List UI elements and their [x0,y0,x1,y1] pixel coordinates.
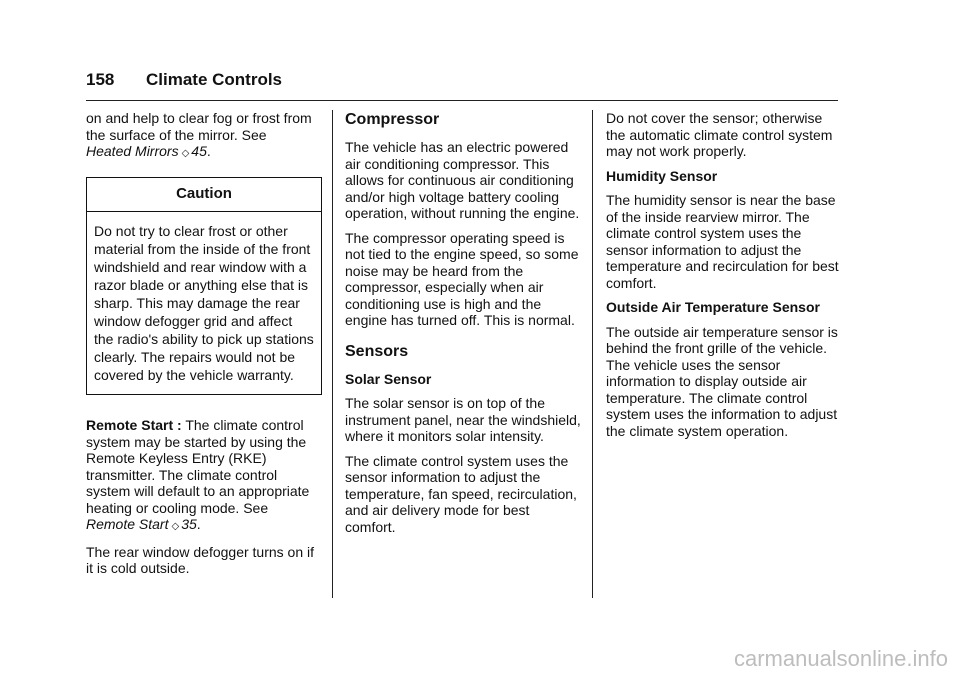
intro-paragraph: on and help to clear fog or frost from the surface of the mirror. See Heated Mirrors ◇ 45. [86,110,312,159]
outside-air-sensor-heading: Outside Air Temperature Sensor [606,299,820,315]
sensors-heading: Sensors [345,342,409,360]
heated-mirrors-page[interactable]: 45 [191,143,207,159]
solar-paragraph-2: The climate control system uses the sensor information to adjust the temperature, fan speed, recirculation, and air delivery mode for best comfort. [345,452,577,535]
column-right [606,110,842,447]
watermark: carmanualsonline.info [733,646,948,671]
caution-body: Do not try to clear frost or other material from the inside of the front windshield and rear window with a razor blade or anything else that is sharp. This may damage the rear window defogger grid and affect the radio's ability to pick up stations clearly. The repairs would not be covered by the vehicle warranty. [94,223,314,383]
chapter-title: Climate Controls [146,70,283,89]
humidity-sensor-heading: Humidity Sensor [606,167,718,184]
solar-paragraph-1: The solar sensor is on top of the instrument panel, near the windshield, where it monitors solar intensity. [345,395,581,444]
outside-air-paragraph: The outside air temperature sensor is behind the front grille of the vehicle. The vehicle uses the sensor information to display outside air temperature. The climate control system uses the information to adjust the climate system operation. [606,323,838,439]
defogger-paragraph: The rear window defogger turns on if it is cold outside. [86,543,315,576]
remote-start-paragraph: Remote Start : The climate control system may be started by using the Remote Keyless Entry (RKE) transmitter. The climate control system will default to an appropriate heating or cooling mode. See Remote Start ◇ 35. [86,417,310,532]
remote-start-link[interactable]: Remote Start [86,516,169,532]
intro-text: on and help to clear fog or frost from the surface of the mirror. See [86,110,312,143]
remote-start-text: The climate control system may be started by using the Remote Keyless Entry (RKE) transmitter. The climate control system will default to an appropriate heating or cooling mode. See [86,417,310,516]
page-header [86,70,838,100]
solar-sensor-heading: Solar Sensor [345,370,432,387]
column-middle [345,110,581,543]
page-ref-arrow-icon: ◇ [171,521,180,532]
remote-start-page[interactable]: 35 [181,516,197,532]
column-left [86,110,322,585]
caution-title: Caution [87,178,321,213]
compressor-paragraph-1: The vehicle has an electric powered air conditioning compressor. This allows for continuous air conditioning and/or high voltage battery cooling operation, without running the engine. [345,139,580,221]
page-number: 158 [86,70,115,89]
humidity-paragraph: The humidity sensor is near the base of the inside rearview mirror. The climate control system uses the sensor information to adjust the temperature and recirculation for best comfort. [606,192,839,291]
header-rule [86,100,838,101]
sensor-cover-paragraph: Do not cover the sensor; otherwise the automatic climate control system may not work properly. [606,110,833,159]
caution-box [86,177,322,396]
heated-mirrors-link[interactable]: Heated Mirrors [86,143,179,159]
page-ref-arrow-icon: ◇ [181,148,190,159]
remote-start-label: Remote Start : [86,417,182,433]
column-divider [592,110,593,598]
compressor-paragraph-2: The compressor operating speed is not tied to the engine speed, so some noise may be heard from the compressor, especially when air conditioning use is high and the engine has turned off. This is normal. [345,229,579,328]
column-divider [332,110,333,598]
compressor-heading: Compressor [345,111,440,128]
